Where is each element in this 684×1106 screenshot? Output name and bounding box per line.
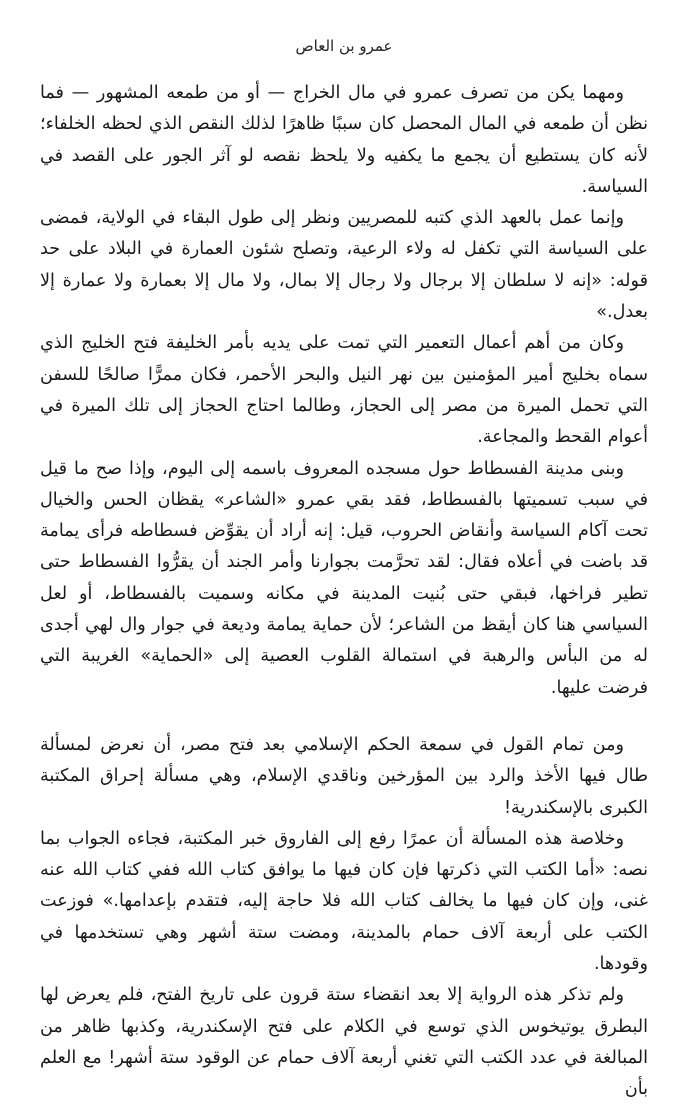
section-break — [40, 704, 648, 730]
paragraph-canal: وكان من أهم أعمال التعمير التي تمت على يديه بأمر الخليفة فتح الخليج الذي سماه بخليج أمير المؤمنين بين نهر النيل والبحر الأحمر، فكان ممرًّا صالحًا للسفن التي تحمل الميرة من مصر إلى الحجاز، وطالما احتاج الحجاز إلى تلك الميرة في أعوام القحط والمجاعة. — [40, 333, 648, 448]
paragraph-library-summary: وخلاصة هذه المسألة أن عمرًا رفع إلى الفاروق خبر المكتبة، فجاءه الجواب بما نصه: «أما الكتب التي ذكرتها فإن كان فيها ما يوافق كتاب الله ففي كتاب الله عنه غنى، وإن كان فيها ما يخالف كتاب الله فلا حاجة إليه، فتقدم بإعدامها.» فوزعت الكتب على أربعة آلاف حمام بالمدينة، ومضت ستة أشهر وهي تستخدمها في وقودها. — [40, 828, 648, 975]
paragraph-fustat: وبنى مدينة الفسطاط حول مسجده المعروف باسمه إلى اليوم، وإذا صح ما قيل في سبب تسميتها بالفسطاط، فقد بقي عمرو «الشاعر» يقظان الحس والخيال تحت آكام السياسة وأنقاض الحروب، قيل: إنه أراد أن يقوِّض فسطاطه فرأى يمامة قد باضت في أعلاه فقال: لقد تحرَّمت بجوارنا وأمر الجند أن يقرُّوا الفسطاط حتى تطير فراخها، فبقي حتى بُنيت المدينة في مكانه وسميت بالفسطاط، أو لعل السياسي هنا كان أيقظ من الشاعر؛ لأن حماية يمامة وديعة في جوار وال لهي أجدى له من البأس والرهبة في استمالة القلوب العصية إلى «الحماية» الغريبة التي فرضت عليها. — [40, 458, 648, 698]
paragraph-covenant: وإنما عمل بالعهد الذي كتبه للمصريين ونظر إلى طول البقاء في الولاية، فمضى على السياسة التي تكفل له ولاء الرعية، وتصلح شئون العمارة في البلاد على حد قوله: «إنه لا سلطان إلا برجال ولا رجال إلا بمال، ولا مال إلا بعمارة ولا عمارة إلا بعدل.» — [40, 208, 648, 323]
paragraph-kharaj: ومهما يكن من تصرف عمرو في مال الخراج — أو من طمعه المشهور — فما نظن أن طمعه في المال المحصل كان سببًا ظاهرًا لذلك النقص الذي لحظه الخلفاء؛ لأنه كان يستطيع أن يجمع ما يكفيه ولا يلحظ نقصه لو آثر الجور على القصد في السياسة. — [40, 83, 648, 197]
running-head: عمرو بن العاص — [295, 37, 393, 55]
paragraph-library-question: ومن تمام القول في سمعة الحكم الإسلامي بعد فتح مصر، أن نعرض لمسألة طال فيها الأخذ والرد بين المؤرخين وناقدي الإسلام، وهي مسألة إحراق المكتبة الكبرى بالإسكندرية! — [40, 734, 648, 818]
paragraph-library-critique: ولم تذكر هذه الرواية إلا بعد انقضاء ستة قرون على تاريخ الفتح، فلم يعرض لها البطرق يوتيخوس الذي توسع في الكلام على فتح الإسكندرية، وكذبها ظاهر من المبالغة في عدد الكتب التي تغني أربعة آلاف حمام عن الوقود ستة أشهر! مع العلم بأن — [40, 985, 648, 1100]
